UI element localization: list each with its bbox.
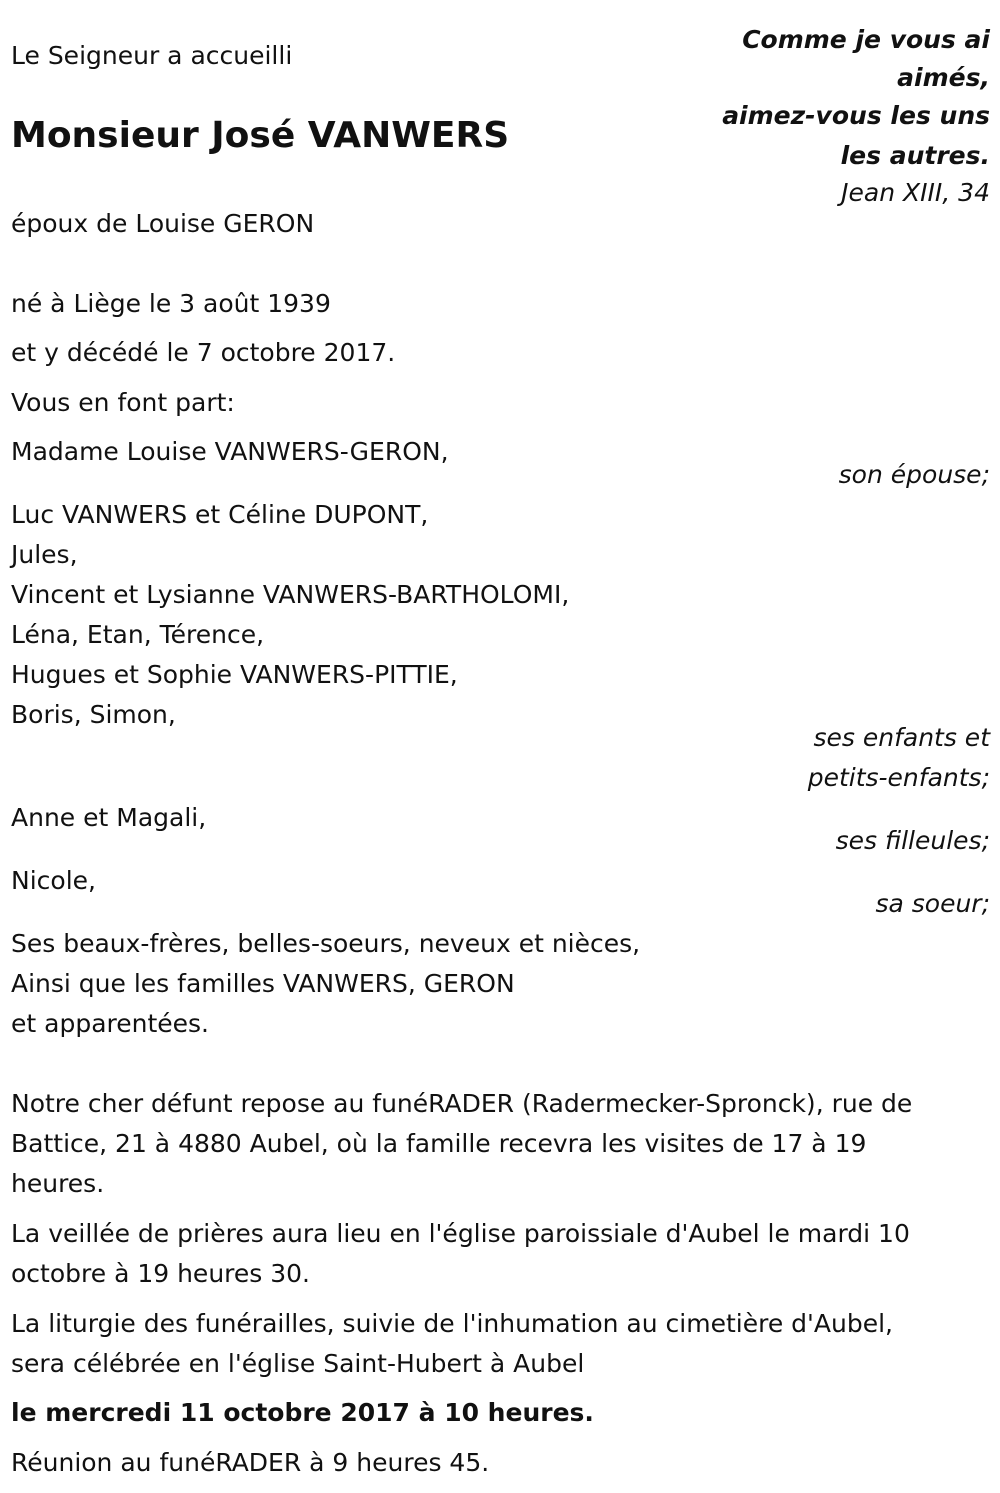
child-line: Hugues et Sophie VANWERS-PITTIE, (11, 660, 458, 689)
child-line: Luc VANWERS et Céline DUPONT, (11, 500, 429, 529)
vigil-line: octobre à 19 heures 30. (11, 1259, 310, 1288)
death-text: et y décédé le 7 octobre 2017. (11, 338, 396, 367)
funeral-date: le mercredi 11 octobre 2017 à 10 heures. (11, 1398, 594, 1427)
child-line: Boris, Simon, (11, 700, 176, 729)
others-line: Ainsi que les familles VANWERS, GERON (11, 969, 515, 998)
spouse-role: son épouse; (838, 460, 990, 489)
child-line: Vincent et Lysianne VANWERS-BARTHOLOMI, (11, 580, 570, 609)
family-intro: Vous en font part: (11, 388, 235, 417)
intro-text: Le Seigneur a accueilli (11, 41, 293, 70)
sister-role: sa soeur; (875, 889, 990, 918)
spouse-name: Madame Louise VANWERS-GERON, (11, 437, 449, 466)
quote-line: Comme je vous ai (742, 25, 990, 54)
children-role: petits-enfants; (807, 763, 990, 792)
quote-line: aimez-vous les uns (722, 101, 990, 130)
others-line: Ses beaux-frères, belles-soeurs, neveux et nièces, (11, 929, 641, 958)
funeral-line: sera célébrée en l'église Saint-Hubert à Aubel (11, 1349, 585, 1378)
birth-text: né à Liège le 3 août 1939 (11, 289, 331, 318)
quote-line: les autres. (840, 141, 990, 170)
repose-line: heures. (11, 1169, 105, 1198)
child-line: Jules, (11, 540, 78, 569)
others-line: et apparentées. (11, 1009, 209, 1038)
goddaughters-names: Anne et Magali, (11, 803, 207, 832)
repose-line: Notre cher défunt repose au funéRADER (Radermecker-Spronck), rue de (11, 1089, 913, 1118)
quote-line: aimés, (897, 63, 990, 92)
child-line: Léna, Etan, Térence, (11, 620, 265, 649)
meeting-text: Réunion au funéRADER à 9 heures 45. (11, 1448, 490, 1477)
children-role: ses enfants et (813, 723, 990, 752)
goddaughters-role: ses filleules; (835, 826, 990, 855)
sister-name: Nicole, (11, 866, 96, 895)
spouse-of-text: époux de Louise GERON (11, 209, 315, 238)
funeral-line: La liturgie des funérailles, suivie de l'inhumation au cimetière d'Aubel, (11, 1309, 893, 1338)
vigil-line: La veillée de prières aura lieu en l'église paroissiale d'Aubel le mardi 10 (11, 1219, 910, 1248)
repose-line: Battice, 21 à 4880 Aubel, où la famille recevra les visites de 17 à 19 (11, 1129, 867, 1158)
quote-reference: Jean XIII, 34 (841, 178, 990, 207)
deceased-name: Monsieur José VANWERS (11, 115, 510, 156)
